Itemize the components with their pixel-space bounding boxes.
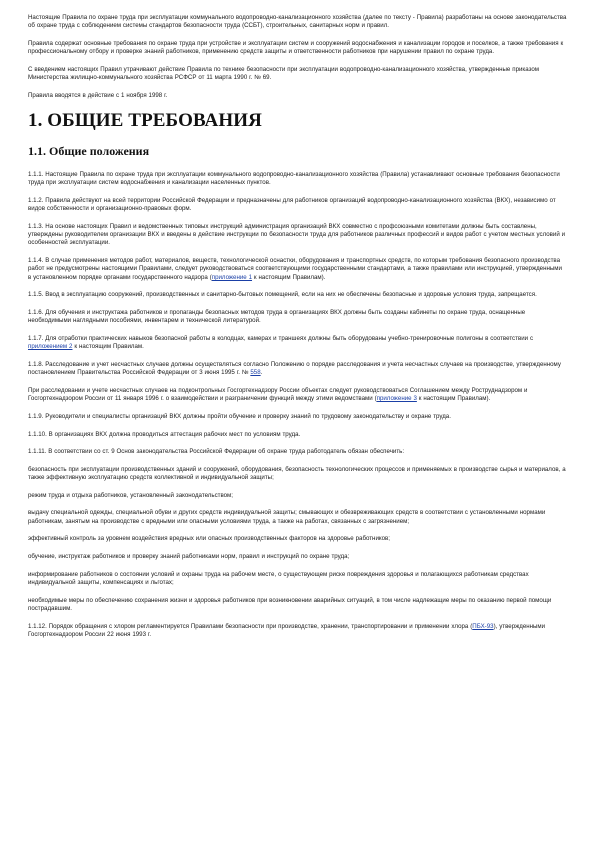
appendix-2-link[interactable]: приложением 2 <box>28 343 73 351</box>
duty-item: эффективный контроль за уровнем воздействия вредных или опасных производственных факторов на здоровье работников; <box>28 535 391 543</box>
intro-paragraph-4: Правила вводятся в действие с 1 ноября 1998 г. <box>28 92 168 99</box>
duty-item: информирование работников о состоянии условий и охраны труда на рабочем месте, о существующем риске повреждения здоровья и полагающихся работникам средствах индивидуальной защиты, компенсациях и льготах; <box>28 570 529 586</box>
duty-item: обучение, инструктаж работников и проверку знаний работниками норм, правил и инструкций по охране труда; <box>28 552 350 560</box>
item-1-1-9: 1.1.9. Руководители и специалисты организаций ВКХ должны пройти обучение и проверку знаний по трудовому законодательству и охране труда. <box>28 413 451 420</box>
item-1-1-3: 1.1.3. На основе настоящих Правил и ведомственных типовых инструкций администрация организаций ВКХ совместно с профсоюзными комитетами должны быть составлены, утверждены руководителем организации ВКХ и введены в действие инструкции по безопасности труда для работников различных профессий и видов работ с учетом местных условий и особенностей эксплуатации. <box>28 222 566 247</box>
item-text: к настоящим Правилам). <box>416 395 491 403</box>
section-title: 1. ОБЩИЕ ТРЕБОВАНИЯ <box>28 109 262 131</box>
duty-item: безопасность при эксплуатации производственных зданий и сооружений, оборудования, безопасность технологических процессов и применяемых в производстве сырья и материалов, а также эффективную эксплуатацию средств коллективной и индивидуальной защиты; <box>28 465 566 482</box>
item-1-1-11: 1.1.11. В соответствии со ст. 9 Основ законодательства Российской Федерации об охране труда работодатель обязан обеспечить: <box>28 448 405 456</box>
item-1-1-4 <box>28 257 567 282</box>
intro-paragraph-1: Настоящие Правила по охране труда при эксплуатации коммунального водопроводно-канализационного хозяйства (далее по тексту - Правила) разработаны на основе законодательства об охране труда с соблюдением системы стандартов безопасности труда (ССБТ), строительных, санитарных норм и правил. <box>28 14 567 30</box>
item-text: При расследовании и учете несчастных случаев на подконтрольных Госгортехнадзору России объектах следует руководствоваться Соглашением между Роструднадзором и Госгортехнадзором России от 11 января 1996 г. о взаимодействии и разграничении функций между этими ведомствами ( <box>28 387 528 403</box>
item-text: . <box>260 369 263 377</box>
item-text: 1.1.7. Для отработки практических навыков безопасной работы в колодцах, камерах и траншеях должны быть оборудованы учебно-тренировочные полигоны в соответствии с <box>28 335 534 342</box>
item-1-1-10: 1.1.10. В организациях ВКХ должна проводиться аттестация рабочих мест по условиям труда. <box>28 430 301 438</box>
item-1-1-6: 1.1.6. Для обучения и инструктажа работников и пропаганды безопасных методов труда в организациях ВКХ должны быть созданы кабинеты по охране труда, оснащенные необходимыми наглядными пособиями, инвентарем и технической литературой. <box>28 309 526 325</box>
item-text: к настоящим Правилам. <box>72 343 144 351</box>
intro-paragraph-2: Правила содержат основные требования по охране труда при устройстве и эксплуатации систем и сооружений водоснабжения и канализации городов и поселков, а также требования к профессиональному отбору и проверке знаний работников, применению средств защиты и ответственности работников при нарушении правил по охране труда. <box>28 40 564 56</box>
decree-558-link[interactable]: 558 <box>250 369 261 377</box>
item-1-1-5: 1.1.5. Ввод в эксплуатацию сооружений, производственных и санитарно-бытовых помещений, если на них не обеспечены безопасные и здоровые условия труда, запрещается. <box>28 291 537 299</box>
appendix-3-link[interactable]: приложение 3 <box>376 395 417 403</box>
pbh-93-link[interactable]: ПБХ-93 <box>472 622 494 630</box>
item-text: к настоящим Правилам). <box>252 273 326 281</box>
duty-item: режим труда и отдыха работников, установленный законодательством; <box>28 491 233 499</box>
appendix-1-link[interactable]: приложение 1 <box>211 273 253 281</box>
item-1-1-7 <box>28 335 567 352</box>
duty-item: выдачу специальной одежды, специальной обуви и других средств индивидуальной защиты; смывающих и обезвреживающих средств в соответствии с установленными нормами работникам, занятым на производстве с вредными или опасными условиями труда, а также на работах, связанных с загрязнением; <box>28 509 546 525</box>
item-text: 1.1.8. Расследование и учет несчастных случаев должны осуществляться согласно Положению о порядке расследования и учета несчастных случаев на производстве, утвержденному постановлением Правительства Российской Федерации от 3 июня 1995 г. № <box>28 361 561 377</box>
subsection-title: 1.1. Общие положения <box>28 143 150 158</box>
duty-item: необходимые меры по обеспечению сохранения жизни и здоровья работников при возникновении аварийных ситуаций, в том числе надлежащие меры по оказанию первой помощи пострадавшим. <box>28 596 552 612</box>
item-text: 1.1.12. Порядок обращения с хлором регламентируется Правилами безопасности при производстве, хранении, транспортировании и применении хлора ( <box>28 622 473 630</box>
intro-paragraph-3: С введением настоящих Правил утрачивают действие Правила по технике безопасности при эксплуатации водопроводно-канализационного хозяйства, утвержденные приказом Министерства жилищно-коммунального хозяйства РСФСР от 11 марта 1990 г. № 69. <box>28 66 539 82</box>
item-text: ), утвержденными Госгортехнадзором России 22 июня 1993 г. <box>28 622 546 638</box>
item-1-1-12 <box>28 623 567 640</box>
item-text: 1.1.4. В случае применения методов работ, материалов, веществ, технологической оснастки, оборудования и транспортных средств, по которым требования безопасного производства работ не предусмотрены настоящими Правилами, следует руководствоваться соответствующими государственными стандартами, а также правилами или инструкцией, утвержденными в установленном порядке органами государственного надзора ( <box>28 257 562 281</box>
item-1-1-8-continued <box>28 387 567 404</box>
item-1-1-1: 1.1.1. Настоящие Правила по охране труда при эксплуатации коммунального водопроводно-канализационного хозяйства (Правила) устанавливают основные требования безопасности труда при эксплуатации систем водоснабжения и канализации населенных пунктов. <box>28 170 560 186</box>
item-1-1-8 <box>28 361 567 378</box>
item-1-1-2: 1.1.2. Правила действуют на всей территории Российской Федерации и предназначены для работников организаций водопроводно-канализационного хозяйства (ВКХ), независимо от видов собственности и организационно-правовых форм. <box>28 196 556 212</box>
